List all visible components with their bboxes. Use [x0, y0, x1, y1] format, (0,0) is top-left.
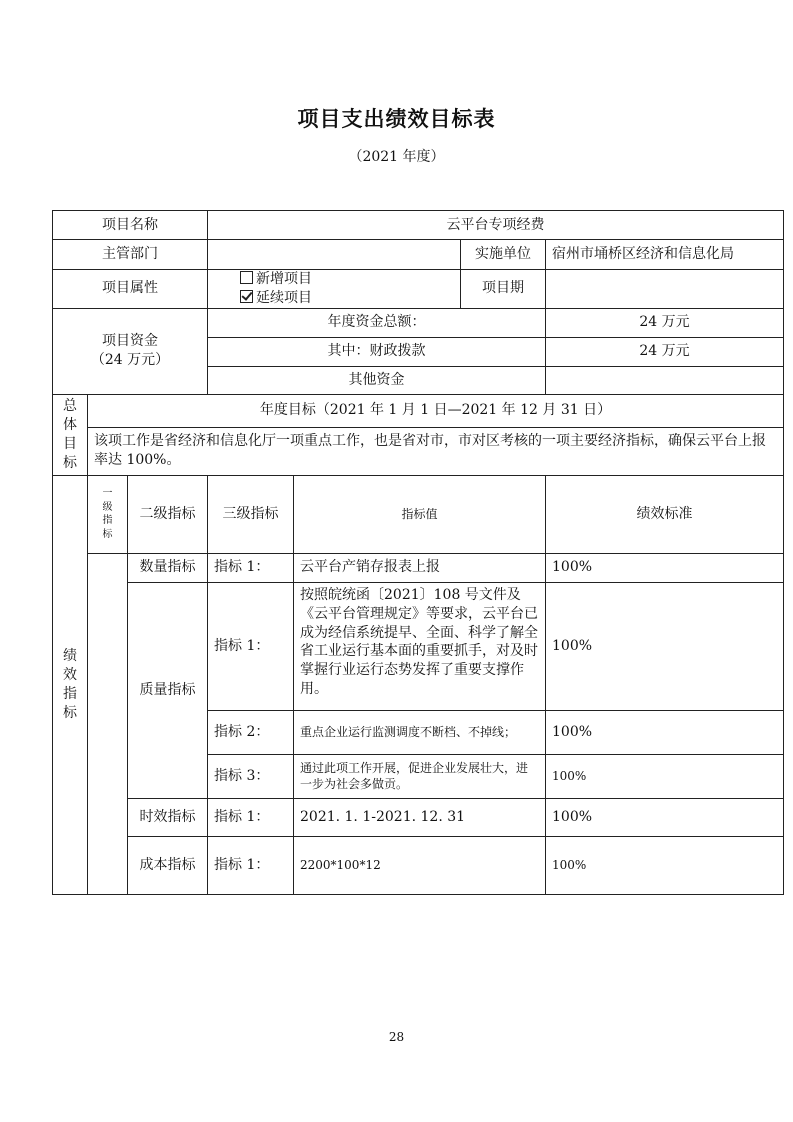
- impl-unit-value: 宿州市埇桥区经济和信息化局: [546, 240, 784, 270]
- standard-cell: 100%: [546, 836, 784, 894]
- funds-label: 项目资金: [102, 333, 158, 350]
- standard-cell: 100%: [546, 553, 784, 582]
- value-cell: 通过此项工作开展，促进企业发展壮大，进一步为社会多做贡。: [294, 754, 546, 798]
- indicators-label: 绩 效 指 标: [53, 475, 88, 894]
- standard-cell: 100%: [546, 582, 784, 710]
- level3-cell: 指标 1：: [208, 553, 294, 582]
- option-continued-label: 延续项目: [256, 289, 312, 306]
- year-goal-header: 年度目标（2021 年 1 月 1 日—2021 年 12 月 31 日）: [88, 394, 784, 427]
- funds-other-label: 其他资金: [208, 366, 546, 394]
- performance-goal-table: [52, 210, 784, 895]
- value-cell: 云平台产销存报表上报: [294, 553, 546, 582]
- period-label: 项目期: [461, 270, 546, 309]
- overall-goal-label: 总 体 目 标: [53, 394, 88, 475]
- dept-value: [208, 240, 461, 270]
- overall-goal-text: 该项工作是省经济和信息化厅一项重点工作，也是省对市，市对区考核的一项主要经济指标，确保云平台上报率达 100%。: [88, 427, 784, 475]
- standard-header: 绩效标准: [546, 475, 784, 553]
- value-header: 指标值: [294, 475, 546, 553]
- option-new-label: 新增项目: [256, 271, 312, 287]
- level2-cell: 时效指标: [128, 798, 208, 836]
- level3-cell: 指标 1：: [208, 798, 294, 836]
- dept-label: 主管部门: [53, 240, 208, 270]
- period-value: [546, 270, 784, 309]
- level2-cell: 成本指标: [128, 836, 208, 894]
- value-cell: 2200*100*12: [294, 836, 546, 894]
- funds-sub: （24 万元）: [90, 352, 170, 369]
- funds-total-label: 年度资金总额：: [208, 308, 546, 337]
- document-subtitle: （2021 年度）: [348, 149, 445, 165]
- value-cell: 2021. 1. 1-2021. 12. 31: [294, 798, 546, 836]
- impl-unit-label: 实施单位: [461, 240, 546, 270]
- level3-cell: 指标 2：: [208, 710, 294, 754]
- option-new-project: [240, 270, 312, 289]
- standard-cell: 100%: [546, 710, 784, 754]
- level2-cell: 数量指标: [128, 553, 208, 582]
- table-row: [53, 798, 784, 836]
- table-row: [53, 553, 784, 582]
- level2-cell: 质量指标: [128, 582, 208, 798]
- level3-cell: 指标 3：: [208, 754, 294, 798]
- funds-fiscal-value: 24 万元: [546, 337, 784, 366]
- attr-options: [208, 270, 461, 309]
- document-title: 项目支出绩效目标表: [297, 106, 496, 131]
- checkbox-checked-icon: [240, 290, 253, 303]
- page-number: 28: [388, 1030, 405, 1044]
- funds-fiscal-label: 其中：财政拨款: [208, 337, 546, 366]
- standard-cell: 100%: [546, 754, 784, 798]
- table-row: [53, 582, 784, 710]
- level3-cell: 指标 1：: [208, 836, 294, 894]
- project-name-label: 项目名称: [53, 211, 208, 240]
- value-cell: 按照皖统函〔2021〕108 号文件及《云平台管理规定》等要求，云平台已成为经信系统提早、全面、科学了解全省工业运行基本面的重要抓手，对及时掌握行业运行态势发挥了重要支撑作用。: [294, 582, 546, 710]
- project-name-value: 云平台专项经费: [208, 211, 784, 240]
- funds-label-cell: [53, 308, 208, 394]
- level1-empty: [88, 553, 128, 894]
- funds-total-value: 24 万元: [546, 308, 784, 337]
- funds-other-value: [546, 366, 784, 394]
- attr-label: 项目属性: [53, 270, 208, 309]
- level3-cell: 指标 1：: [208, 582, 294, 710]
- standard-cell: 100%: [546, 798, 784, 836]
- level1-header: 一 级 指 标: [88, 475, 128, 553]
- value-cell: 重点企业运行监测调度不断档、不掉线；: [294, 710, 546, 754]
- level2-header: 二级指标: [128, 475, 208, 553]
- level3-header: 三级指标: [208, 475, 294, 553]
- option-continued-project: [240, 289, 312, 308]
- checkbox-icon: [240, 271, 253, 284]
- table-row: [53, 836, 784, 894]
